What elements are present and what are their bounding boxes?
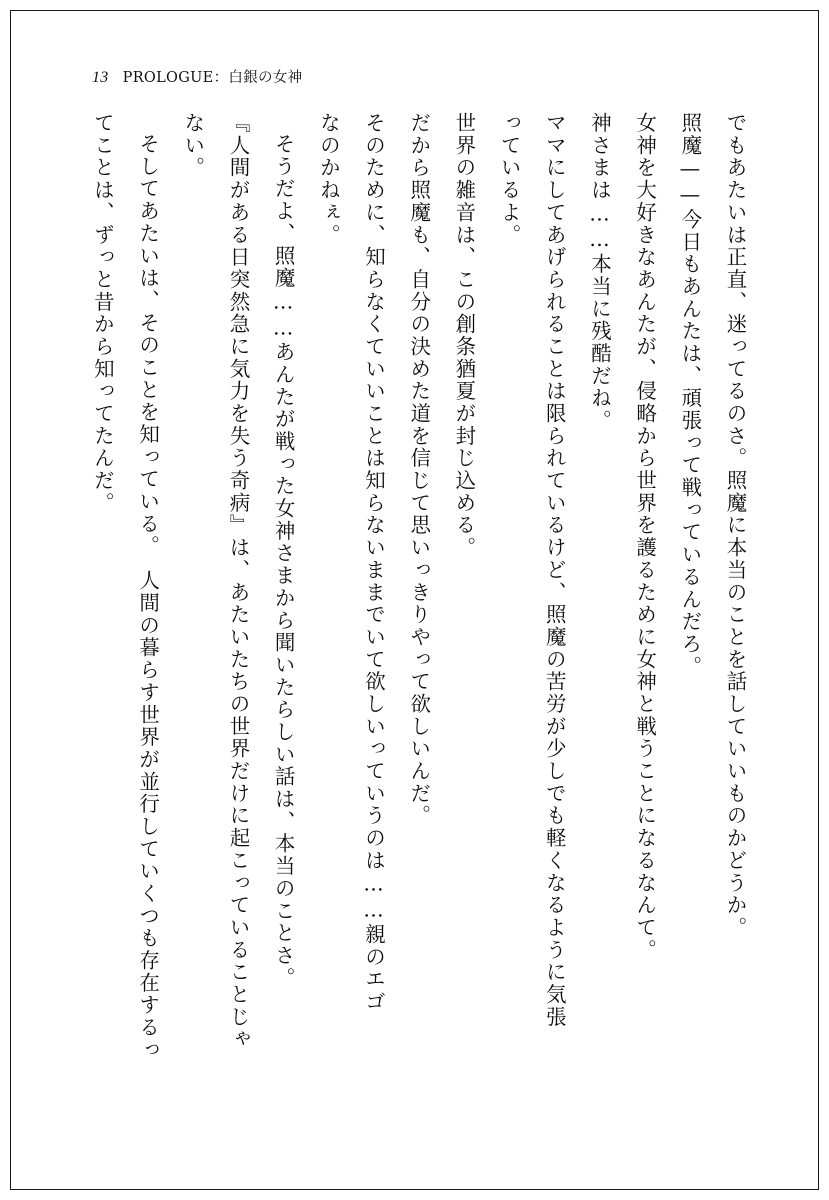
text-line: 『人間がある日突然急に気力を失う奇病』は、あたいたちの世界だけに起こっていることじゃ <box>225 112 250 1051</box>
text-line: っているよ。 <box>497 112 522 247</box>
vertical-text-block <box>78 112 756 1112</box>
running-title: PROLOGUE：白銀の女神 <box>122 70 303 86</box>
text-line: だから照魔も、自分の決めた道を信じて思いっきりやって欲しいんだ。 <box>406 112 431 828</box>
text-line: 照魔——今日もあんたは、頑張って戦っているんだろ。 <box>677 112 702 678</box>
text-line: でもあたいは正直、迷ってるのさ。照魔に本当のことを話していいものかどうか。 <box>723 112 747 939</box>
text-line: 神さまは……本当に残酷だね。 <box>587 112 612 432</box>
text-line: ない。 <box>180 112 205 180</box>
page-number: 13 <box>92 69 109 86</box>
text-line: ママにしてあげられることは限られているけど、照魔の苦労が少しでも軽くなるように気張 <box>542 112 567 1029</box>
text-line: てことは、ずっと昔から知ってたんだ。 <box>90 112 115 515</box>
text-line: 世界の雑音は、この創条猶夏が封じ込める。 <box>451 112 476 559</box>
text-line: なのかねぇ。 <box>316 112 341 247</box>
text-line: そしてあたいは、そのことを知っている。 人間の暮らす世界が並行していくつも存在するっ <box>135 133 160 1062</box>
text-line: そのために、知らなくていいことは知らないままでいて欲しいっていうのは……親のエゴ <box>361 112 386 1013</box>
page-header <box>92 66 302 87</box>
text-line: そうだよ、照魔……あんたが戦った女神さまから聞いたらしい話は、本当のことさ。 <box>271 133 296 990</box>
page-body <box>78 112 756 1112</box>
text-line: 女神を大好きなあんたが、侵略から世界を護るために女神と戦うことになるなんて。 <box>632 112 657 962</box>
